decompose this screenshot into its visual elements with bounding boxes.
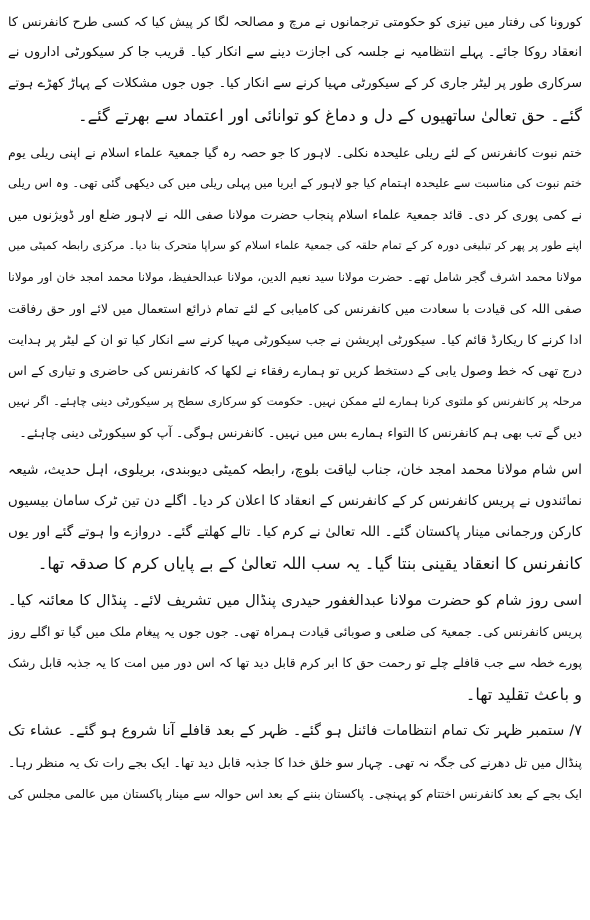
paragraph-september-seventh [8, 716, 582, 810]
text-line: مولانا محمد اشرف گجر شامل تھے۔ حضرت مولانا سید نعیم الدین، مولانا عبدالحفیظ، مولانا محمد امجد خان اور مولانا [8, 269, 582, 284]
text-line: پورے خطہ سے جب قافلے چلے تو رحمت حق کا ابر کرم قابل دید تھا کہ اس دور میں امت کا یہ جذبہ قابل رشک [8, 655, 582, 670]
text-line: اس شام مولانا محمد امجد خان، جناب لیاقت بلوچ، رابطہ کمیٹی دیوبندی، بریلوی، اہل حدیث، شیعہ [8, 461, 582, 478]
text-line: نے کمی پوری کر دی۔ قائد جمعیۃ علماء اسلام پنجاب حضرت مولانا صفی اللہ نے لاہور ضلع اور ڈویژنوں میں [8, 207, 582, 223]
text-line: درج تھی کہ خط وصول یابی کے دستخط کریں تو ہمارے رفقاء نے لکھا کہ کانفرنس کی حاضری و تیاری کے اس [8, 363, 582, 379]
text-line: کانفرنس کا انعقاد یقینی بنتا گیا۔ یہ سب اللہ تعالیٰ کے بے پایاں کرم کا صدقہ تھا۔ [37, 554, 582, 574]
text-line: کارکن ورجمانی مینار پاکستان گئے۔ اللہ تعالیٰ نے کرم کیا۔ تالے کھلتے گئے۔ دروازے وا ہوتے گئے اور یوں [8, 524, 582, 540]
text-line: دیں گے تب بھی ہم کانفرنس کا التواء ہمارے بس میں نہیں۔ کانفرنس ہوگی۔ آپ کو سیکورٹی دینی چاہئے۔ [19, 425, 582, 441]
text-line: پریس کانفرنس کی۔ جمعیۃ کی ضلعی و صوبائی قیادت ہمراہ تھی۔ جوں جوں یہ پیغام ملک میں گیا تو اگلے روز [8, 624, 582, 639]
text-line: سرکاری طور پر لیٹر جاری کر کے سیکورٹی مہیا کرنے سے انکار کیا۔ جوں جوں مشکلات کے پہاڑ کھڑے ہوتے [8, 76, 582, 92]
text-line: کورونا کی رفتار میں تیزی کو حکومتی ترجمانوں نے مرچ و مصالحہ لگا کر پیش کیا کہ کسی طرح کانفرنس کا [8, 14, 582, 29]
paragraph-press-conference [8, 455, 582, 580]
text-line: پنڈال میں تل دھرنے کی جگہ نہ تھی۔ چہار سو خلق خدا کا جذبہ قابل دید تھا۔ ایک بجے رات تک یہ منظر رہا۔ [8, 755, 582, 771]
text-line: اسی روز شام کو حضرت مولانا عبدالغفور حیدری پنڈال میں تشریف لائے۔ پنڈال کا معائنہ کیا۔ [8, 592, 582, 610]
paragraph-haidri-visit [8, 585, 582, 710]
text-line: انعقاد روکا جائے۔ پہلے انتظامیہ نے جلسہ کی اجازت دینے سے انکار کیا۔ قریب جا کر سیکورٹی اداروں نے [8, 45, 582, 61]
text-line: اپنے طور پر پھر کر تبلیغی دورہ کر کے تمام حلقہ کی جمعیۃ علماء اسلام کو سراپا متحرک بنا دیا۔ مرکزی رابطہ کمیٹی میں [8, 239, 582, 253]
paragraph-conference-obstacles [8, 6, 582, 131]
text-line: مرحلہ پر کانفرنس کو ملتوی کرنا ہمارے لئے ممکن نہیں۔ حکومت کو سرکاری سطح پر سیکورٹی دینی چاہئے۔ اگر نہیں [8, 394, 582, 409]
text-line: ختم نبوت کی مناسبت سے علیحدہ اہتمام کیا جو لاہور کے ایریا میں پہلی ریلی میں کی دیکھی گئی تھی۔ وہ اس ریلی [8, 175, 582, 190]
text-line: و باعث تقلید تھا۔ [465, 684, 582, 704]
text-line: ختم نبوت کانفرنس کے لئے ریلی علیحدہ نکلی۔ لاہور کا جو حصہ رہ گیا جمعیۃ علماء اسلام نے اپنی ریلی یوم [8, 144, 582, 160]
text-line: گئے۔ حق تعالیٰ ساتھیوں کے دل و دماغ کو توانائی اور اعتماد سے بھرتے گئے۔ [78, 105, 582, 125]
paragraph-khatm-nabuwwat-rally [8, 137, 582, 449]
text-line: نمائندوں نے پریس کانفرنس کر کے کانفرنس کے انعقاد کا اعلان کر دیا۔ اگلے دن تین ٹرک سامان بیسیوں [8, 492, 582, 509]
text-line: صفی اللہ کی قیادت با سعادت میں کانفرنس کی کامیابی کے لئے تمام ذرائع استعمال میں لائے اور حق رفاقت [8, 300, 582, 316]
text-line: ۷/ ستمبر ظہر تک تمام انتظامات فائنل ہو گئے۔ ظہر کے بعد قافلے آنا شروع ہو گئے۔ عشاء تک [8, 723, 582, 740]
text-line: ادا کرنے کا ریکارڈ قائم کیا۔ سیکورٹی اپریشن نے جب سیکورٹی مہیا کرنے سے انکار کیا تو ان کے لیٹر پر ہدایت [8, 331, 582, 347]
text-line: ایک بجے کے بعد کانفرنس اختتام کو پہنچی۔ پاکستان بننے کے بعد اس حوالہ سے مینار پاکستان میں عالمی مجلس کی [8, 786, 582, 801]
